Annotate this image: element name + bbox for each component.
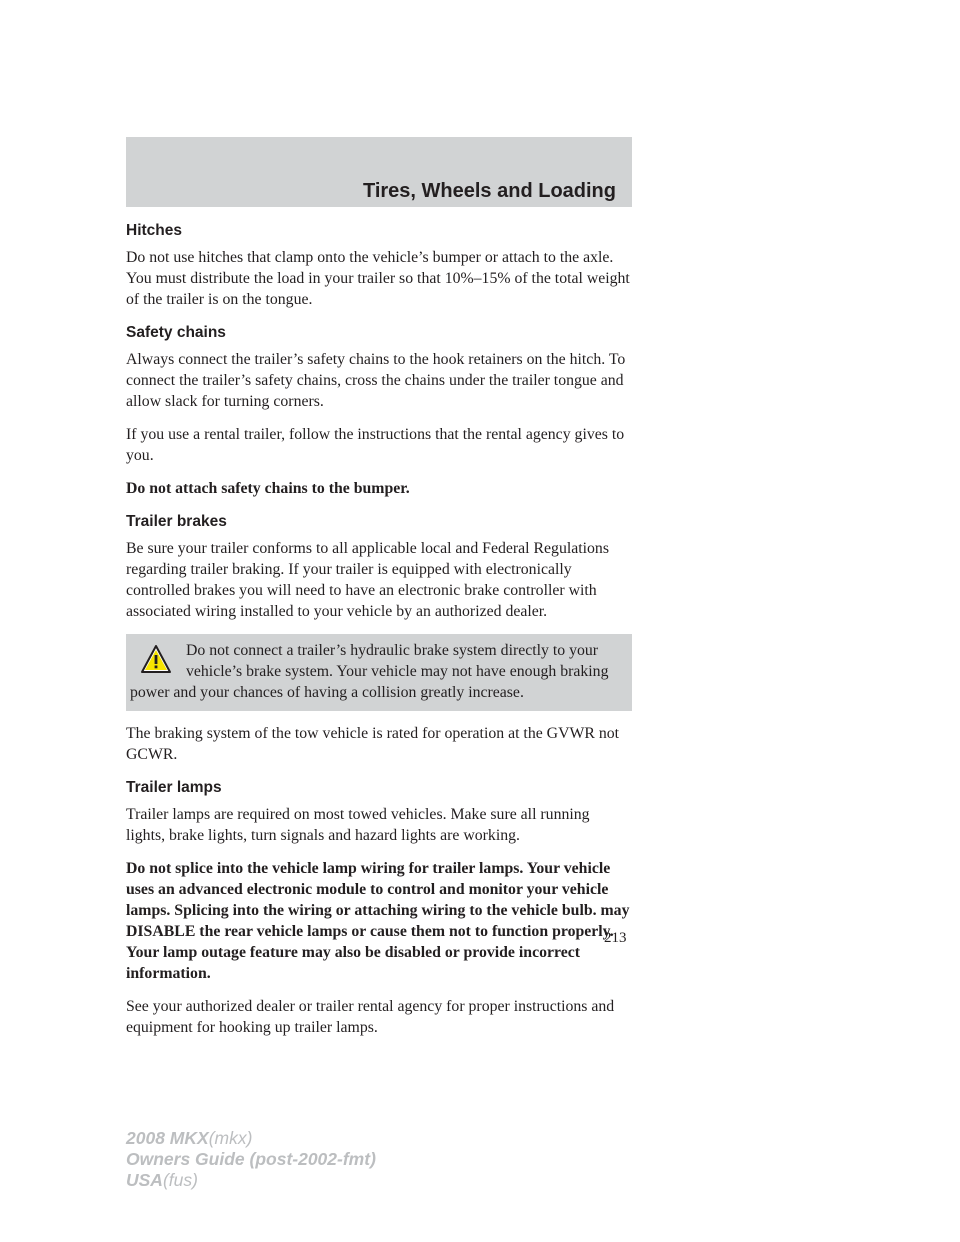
section-header-band [126, 137, 632, 207]
footer-model: 2008 MKX [126, 1128, 209, 1148]
footer-doc-id [126, 1128, 376, 1191]
hitches-paragraph: Do not use hitches that clamp onto the vehicle’s bumper or attach to the axle. You must distribute the load in your trailer so that 10%–15% of the total weight of the trailer is on the tongue. [126, 249, 630, 308]
safety-chains-paragraph-2: If you use a rental trailer, follow the instructions that the rental agency gives to you. [126, 426, 625, 464]
trailer-lamps-bold-warning: Do not splice into the vehicle lamp wiring for trailer lamps. Your vehicle uses an advanced electronic module to control and monitor your vehicle lamps. Splicing into the wiring or attaching wiring to the vehicle bulb. may DISABLE the rear vehicle lamps or cause them not to function properly. Your lamp outage feature may also be disabled or provide incorrect information. [126, 860, 630, 982]
warning-box [126, 634, 632, 711]
safety-chains-paragraph-1: Always connect the trailer’s safety chains to the hook retainers on the hitch. To connect the trailer’s safety chains, cross the chains under the trailer tongue and allow slack for turning corners. [126, 351, 626, 410]
footer-guide-format: Owners Guide (post-2002-fmt) [126, 1149, 376, 1169]
footer-market-code: (fus) [162, 1170, 198, 1190]
warning-text: Do not connect a trailer’s hydraulic brake system directly to your vehicle’s brake system. Your vehicle may not have enough braking power and your chances of having a collision greatly increase. [130, 642, 609, 701]
footer-line-2 [126, 1149, 376, 1170]
trailer-lamps-paragraph-1: Trailer lamps are required on most towed vehicles. Make sure all running lights, brake lights, turn signals and hazard lights are working. [126, 806, 590, 844]
footer-model-code: (mkx) [208, 1128, 253, 1148]
heading-hitches: Hitches [126, 222, 182, 239]
safety-chains-bold-note: Do not attach safety chains to the bumper. [126, 480, 410, 497]
section-title: Tires, Wheels and Loading [362, 180, 616, 202]
heading-safety-chains: Safety chains [126, 324, 226, 341]
trailer-lamps-paragraph-2: See your authorized dealer or trailer rental agency for proper instructions and equipment for hooking up trailer lamps. [126, 998, 615, 1036]
footer-line-1 [126, 1128, 376, 1149]
heading-trailer-brakes: Trailer brakes [126, 513, 227, 530]
trailer-brakes-paragraph-2: The braking system of the tow vehicle is rated for operation at the GVWR not GCWR. [126, 725, 620, 763]
footer-line-3 [126, 1170, 376, 1191]
heading-trailer-lamps: Trailer lamps [126, 779, 222, 796]
footer-market: USA [126, 1170, 163, 1190]
warning-triangle-icon [140, 644, 172, 674]
page-number: 213 [604, 930, 627, 946]
page-content [126, 220, 632, 1050]
trailer-brakes-paragraph-1: Be sure your trailer conforms to all applicable local and Federal Regulations regarding trailer braking. If your trailer is equipped with electronically controlled brakes you will need to have an electronic brake controller with associated wiring installed to your vehicle by an authorized dealer. [126, 540, 609, 620]
